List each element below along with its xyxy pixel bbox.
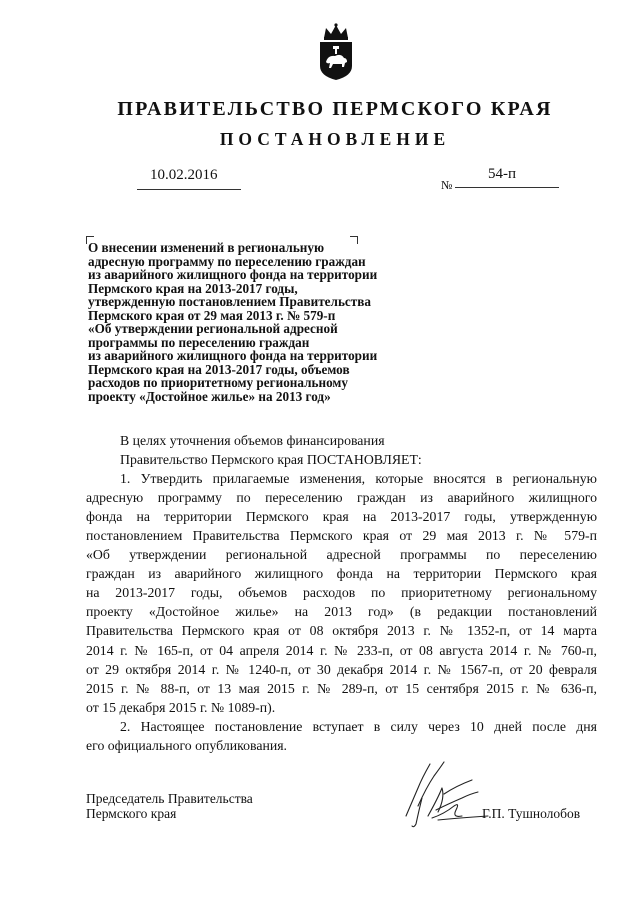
- subject-line: Пермского края на 2013-2017 годы,: [88, 280, 298, 296]
- signatory-position-line: Пермского края: [86, 806, 177, 821]
- signatory-position: [86, 791, 253, 821]
- signatory-name: Г.П. Тушнолобов: [482, 806, 581, 821]
- body-line: постановлением Правительства Пермского края от 29 мая 2013 г. № 579-п: [86, 528, 597, 544]
- document-number: 54-п: [488, 166, 517, 182]
- signatory-position-line: Председатель Правительства: [86, 791, 253, 806]
- subject-line: Пермского края от 29 мая 2013 г. № 579-п: [88, 307, 336, 323]
- body-line: Правительство Пермского края ПОСТАНОВЛЯЕТ:: [120, 452, 422, 468]
- document-body: [86, 431, 597, 755]
- body-line: фонда на территории Пермского края на 2013-2017 годы, утвержденную: [86, 509, 597, 525]
- subject-line: утвержденную постановлением Правительства: [88, 294, 371, 309]
- subject-line: О внесении изменений в региональную: [88, 240, 325, 255]
- coat-of-arms-icon: [316, 22, 356, 82]
- body-line: граждан из аварийного жилищного фонда на территории Пермского края: [86, 566, 597, 582]
- handwritten-signature: [392, 758, 492, 830]
- subject-line: из аварийного жилищного фонда на территории: [88, 348, 378, 363]
- document-type: ПОСТАНОВЛЕНИЕ: [219, 129, 451, 149]
- body-line: проекту «Достойное жилье» на 2013 год» (в редакции постановлений: [86, 604, 597, 620]
- subject-line: расходов по приоритетному региональному: [88, 375, 349, 390]
- subject-line: из аварийного жилищного фонда на территории: [88, 267, 378, 282]
- subject-line: программы по переселению граждан: [88, 334, 310, 350]
- body-line: на 2013-2017 годы, объемов расходов по приоритетному региональному: [86, 585, 597, 601]
- date-underline: [137, 189, 241, 190]
- number-underline: [455, 187, 559, 188]
- body-line: В целях уточнения объемов финансирования: [120, 433, 385, 448]
- subject-line: Пермского края на 2013-2017 годы, объемов: [88, 361, 350, 377]
- body-line: его официального опубликования.: [86, 737, 288, 753]
- body-line: 2015 г. № 88-п, от 13 мая 2015 г. № 289-п, от 15 сентября 2015 г. № 636-п,: [86, 680, 597, 696]
- body-line: от 15 декабря 2015 г. № 1089-п).: [86, 699, 276, 715]
- government-title: ПРАВИТЕЛЬСТВО ПЕРМСКОГО КРАЯ: [117, 98, 553, 120]
- body-line: 2. Настоящее постановление вступает в силу через 10 дней после дня: [120, 718, 597, 734]
- body-line: адресную программу по переселению граждан из аварийного жилищного: [86, 490, 597, 506]
- body-line: от 29 октября 2014 г. № 1240-п, от 30 декабря 2014 г. № 1567-п, от 20 февраля: [86, 661, 597, 677]
- number-label: №: [441, 178, 453, 192]
- subject-line: проекту «Достойное жилье» на 2013 год»: [88, 388, 331, 404]
- subject-line: адресную программу по переселению граждан: [88, 253, 366, 269]
- body-line: 2014 г. № 165-п, от 04 апреля 2014 г. № 233-п, от 08 августа 2014 г. № 760-п,: [86, 642, 597, 658]
- document-date: 10.02.2016: [150, 167, 218, 183]
- subject-line: «Об утверждении региональной адресной: [88, 321, 338, 336]
- body-line: 1. Утвердить прилагаемые изменения, которые вносятся в региональную: [120, 471, 597, 487]
- body-line: «Об утверждении региональной адресной программы по переселению: [86, 547, 597, 563]
- document-subject: [88, 241, 448, 403]
- body-line: Правительства Пермского края от 08 октября 2013 г. № 1352-п, от 14 марта: [86, 623, 597, 639]
